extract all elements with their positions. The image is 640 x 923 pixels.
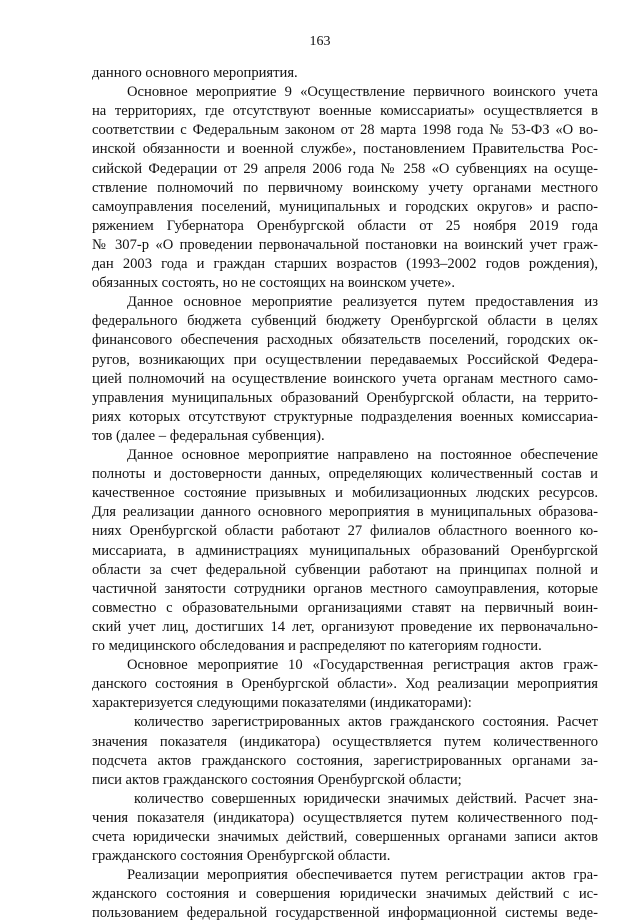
text-line: самоуправления поселений, муниципальных и городских округов» и распо- (92, 198, 598, 215)
text-line: ский учет лиц, достигших 14 лет, организуют проведение их первоначально- (92, 618, 598, 635)
text-line: количество зарегистрированных актов гражданского состояния. Расчет (134, 714, 598, 731)
text-line: частичной занятости сотрудники органов местного самоуправления, которые (92, 580, 598, 597)
text-line: риях которых отсутствуют структурные подразделения военных комиссариа- (92, 408, 598, 425)
text-line: Основное мероприятие 9 «Осуществление первичного воинского учета (127, 84, 598, 101)
text-line: подсчета актов гражданского состояния, зарегистрированных органами за- (92, 752, 598, 769)
text-line: Основное мероприятие 10 «Государственная регистрация актов граж- (127, 657, 598, 674)
text-line: ряжением Губернатора Оренбургской области от 25 ноября 2019 года (92, 217, 598, 234)
text-line: количество совершенных юридически значимых действий. Расчет зна- (134, 790, 598, 807)
text-line: жданского состояния и совершения юридически значимых действий с ис- (92, 886, 598, 903)
text-line: характеризуется следующими показателями (индикаторами): (92, 695, 472, 712)
text-line: миссариата, в администрациях муниципальных образований Оренбургской (92, 542, 598, 559)
text-line: чения показателя (индикатора) осуществляется путем количественного под- (92, 809, 598, 826)
text-line: области за счет федеральной субвенции работают на принципах полной и (92, 561, 598, 578)
text-line: сийской Федерации от 29 апреля 2006 года № 258 «О субвенциях на осуще- (92, 160, 598, 177)
text-line: обязанных состоять, но не состоящих на воинском учете». (92, 275, 456, 292)
text-line: инской обязанности и военной службе», постановлением Правительства Рос- (92, 141, 598, 158)
text-line: тов (далее – федеральная субвенция). (92, 427, 325, 444)
text-line: Данное основное мероприятие направлено на постоянное обеспечение (127, 447, 598, 463)
text-line: данного основного мероприятия. (92, 65, 298, 81)
text-line: полноты и достоверности данных, определяющих количественный состав и (92, 466, 598, 483)
text-line: данского состояния в Оренбургской области». Ход реализации мероприятия (92, 676, 598, 693)
text-line: цией полномочий на осуществление воинского учета органам местного само- (92, 370, 598, 387)
text-line: соответствии с Федеральным законом от 28 марта 1998 года № 53-ФЗ «О во- (92, 122, 598, 139)
text-line: совместно с образовательными организациями ставят на первичный воин- (92, 599, 598, 616)
text-line: финансового обеспечения расходных обязательств поселений, городских ок- (92, 332, 598, 349)
text-line: Реализации мероприятия обеспечивается путем регистрации актов гра- (127, 867, 598, 884)
text-line: го медицинского обследования и распределяют по категориям годности. (92, 638, 542, 654)
text-line: пользованием федеральной государственной информационной системы веде- (92, 905, 598, 922)
text-line: писи актов гражданского состояния Оренбургской области; (92, 771, 462, 788)
page-number: 163 (309, 34, 331, 49)
text-line: дан 2003 года и граждан старших возрастов (1993–2002 годов рождения), (92, 256, 598, 272)
text-line: № 307-р «О проведении первоначальной постановки на воинский учет граж- (92, 236, 598, 253)
text-line: гражданского состояния Оренбургской области. (92, 848, 391, 865)
text-line: ствление полномочий по первичному воинскому учету органами местного (92, 179, 598, 196)
text-line: на территориях, где отсутствуют военные комиссариаты» осуществляется в (92, 103, 598, 120)
text-line: счета юридически значимых действий, совершенных органами записи актов (92, 829, 598, 845)
text-line: качественное состояние призывных и мобилизационных людских ресурсов. (92, 485, 598, 502)
text-line: ниях Оренбургской области работают 27 филиалов областного военного ко- (92, 523, 598, 540)
text-line: управления муниципальных образований Оренбургской области, на террито- (92, 389, 598, 406)
text-line: ругов, возникающих при осуществлении передаваемых Российской Федера- (92, 351, 598, 368)
text-line: Для реализации данного основного мероприятия в муниципальных образова- (92, 504, 598, 521)
text-line: федерального бюджета субвенций бюджету Оренбургской области в целях (92, 313, 598, 330)
text-line: Данное основное мероприятие реализуется путем предоставления из (127, 294, 598, 311)
text-line: значения показателя (индикатора) осуществляется путем количественного (92, 733, 598, 750)
